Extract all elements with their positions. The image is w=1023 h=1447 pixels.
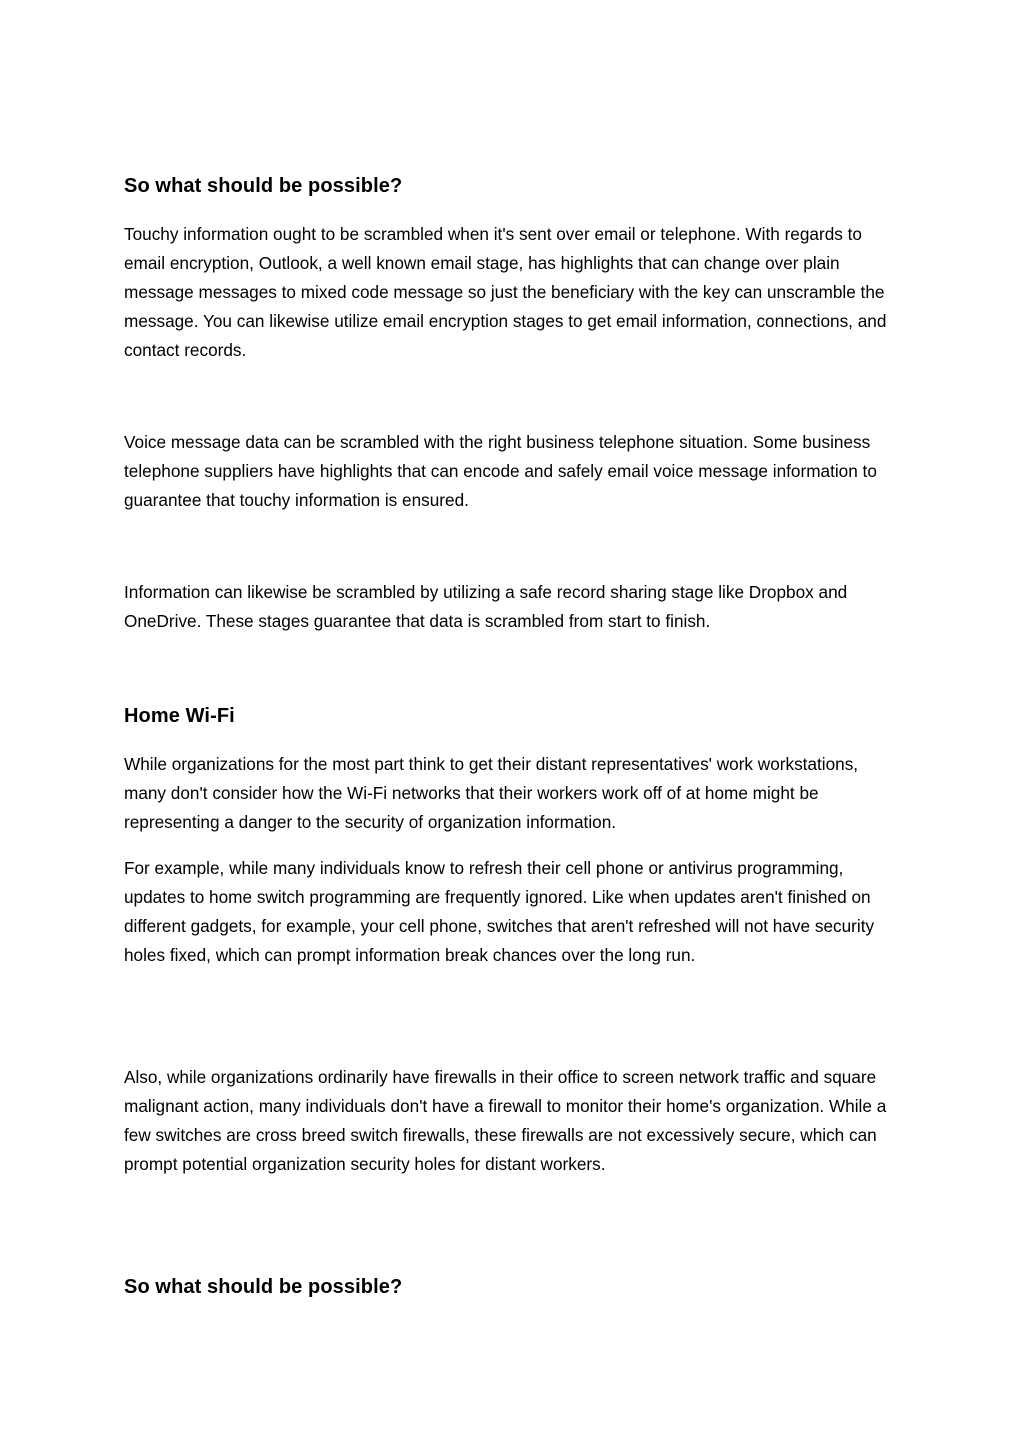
paragraph-email-encryption: Touchy information ought to be scrambled when it's sent over email or telephone. With regards to email encryption, Outlook, a well known email stage, has highlights that can change over plain message messages to mixed code message so just the beneficiary with the key can unscramble the message. You can likewise utilize email encryption stages to get email information, connections, and contact records. <box>124 224 887 360</box>
paragraph-wifi-networks: While organizations for the most part think to get their distant representatives' work workstations, many don't consider how the Wi-Fi networks that their workers work off of at home might be representing a danger to the security of organization information. <box>124 754 859 832</box>
paragraph-file-sharing: Information can likewise be scrambled by utilizing a safe record sharing stage like Dropbox and OneDrive. These stages guarantee that data is scrambled from start to finish. <box>124 582 848 631</box>
section-heading-home-wifi: Home Wi-Fi <box>124 705 235 727</box>
paragraph-voice-message: Voice message data can be scrambled with the right business telephone situation. Some business telephone suppliers have highlights that can encode and safely email voice message information to guarantee that touchy information is ensured. <box>124 432 877 510</box>
section-heading-possible-2: So what should be possible? <box>124 1276 403 1298</box>
section-heading-possible: So what should be possible? <box>124 175 403 197</box>
paragraph-firewalls: Also, while organizations ordinarily have firewalls in their office to screen network traffic and square malignant action, many individuals don't have a firewall to monitor their home's organization. While a few switches are cross breed switch firewalls, these firewalls are not excessively secure, which can prompt potential organization security holes for distant workers. <box>124 1067 887 1174</box>
paragraph-router-updates: For example, while many individuals know to refresh their cell phone or antivirus programming, updates to home switch programming are frequently ignored. Like when updates aren't finished on different gadgets, for example, your cell phone, switches that aren't refreshed will not have security holes fixed, which can prompt information break chances over the long run. <box>124 858 875 965</box>
